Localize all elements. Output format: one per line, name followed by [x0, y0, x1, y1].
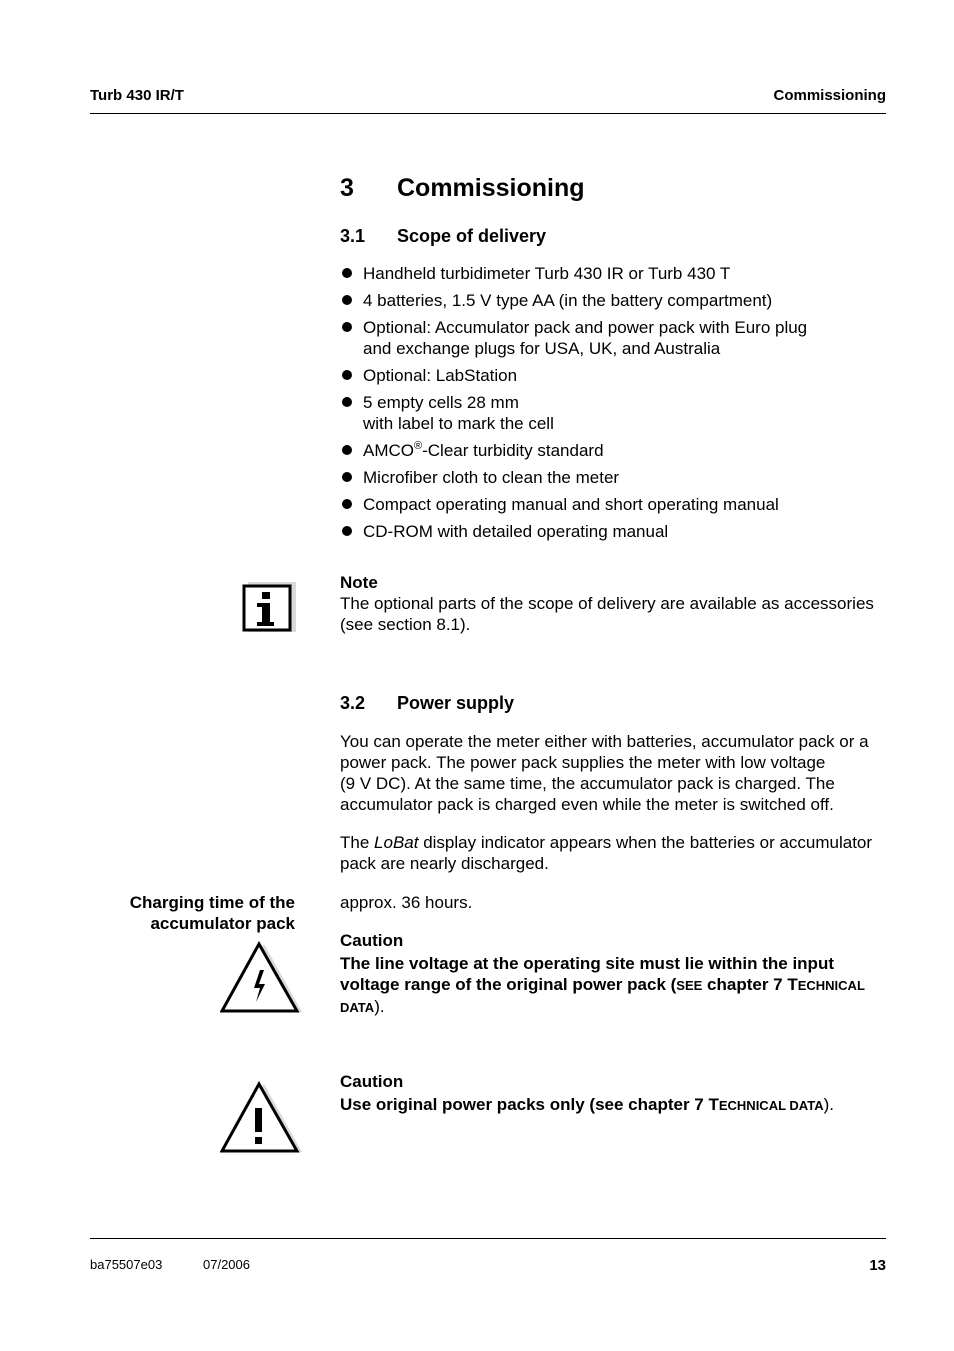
chapter-heading: [340, 174, 585, 203]
chapter-number: 3: [340, 174, 354, 202]
header-rule: [90, 113, 886, 114]
bullet-icon: [342, 445, 352, 455]
bullet-icon: [342, 370, 352, 380]
list-item: AMCO®-Clear turbidity standard: [340, 440, 880, 461]
list-item: Optional: Accumulator pack and power pack with Euro plug and exchange plugs for USA, UK, and Australia: [340, 317, 880, 359]
list-item: CD-ROM with detailed operating manual: [340, 521, 880, 542]
bullet-icon: [342, 322, 352, 332]
warning-icon: [220, 1080, 304, 1154]
section-number: 3.2: [340, 693, 366, 713]
scope-list: [340, 263, 880, 548]
charging-time-value: approx. 36 hours.: [340, 893, 473, 912]
section-heading-scope: [340, 226, 546, 247]
bullet-icon: [342, 499, 352, 509]
header-doc-title: Turb 430 IR/T: [90, 87, 184, 104]
footer-rule: [90, 1238, 886, 1239]
power-paragraph-1: You can operate the meter either with batteries, accumulator pack or a power pack. The power pack supplies the meter with low voltage (9 V DC). At the same time, the accumulator pack is charged. The accumulator pack is charged even while the meter is switched off.: [340, 732, 869, 814]
caution-text: Use original power packs only (see chapter 7 TECHNICAL DATA).: [340, 1095, 834, 1114]
charging-time-label: Charging time of the accumulator pack: [129, 893, 295, 933]
header-chapter-title: Commissioning: [773, 87, 886, 104]
list-item: 5 empty cells 28 mm with label to mark the cell: [340, 392, 880, 434]
caution-text: The line voltage at the operating site must lie within the input voltage range of the original power pack (SEE chapter 7 TECHNICAL DATA).: [340, 954, 865, 1016]
list-item: Optional: LabStation: [340, 365, 880, 386]
section-title: Power supply: [397, 693, 515, 713]
list-item: 4 batteries, 1.5 V type AA (in the battery compartment): [340, 290, 880, 311]
bullet-icon: [342, 268, 352, 278]
bullet-icon: [342, 526, 352, 536]
note-text: The optional parts of the scope of delivery are available as accessories (see section 8.1).: [340, 594, 874, 634]
bullet-icon: [342, 472, 352, 482]
electrical-hazard-icon: [220, 940, 304, 1014]
section-number: 3.1: [340, 226, 366, 246]
list-item: Compact operating manual and short operating manual: [340, 494, 880, 515]
section-title: Scope of delivery: [397, 226, 547, 246]
list-item: Handheld turbidimeter Turb 430 IR or Turb 430 T: [340, 263, 880, 284]
chapter-title: Commissioning: [397, 174, 585, 202]
footer-doc-id: ba75507e03: [90, 1257, 163, 1272]
section-heading-power: [340, 693, 514, 714]
power-paragraph-2: The LoBat display indicator appears when the batteries or accumulator pack are nearly discharged.: [340, 833, 873, 873]
info-icon: [240, 578, 298, 634]
bullet-icon: [342, 295, 352, 305]
note-title: Note: [340, 573, 378, 592]
caution-title: Caution: [340, 931, 404, 950]
footer-date: 07/2006: [203, 1257, 250, 1272]
bullet-icon: [342, 397, 352, 407]
page-number: 13: [869, 1257, 886, 1274]
caution-title: Caution: [340, 1072, 404, 1091]
list-item: Microfiber cloth to clean the meter: [340, 467, 880, 488]
